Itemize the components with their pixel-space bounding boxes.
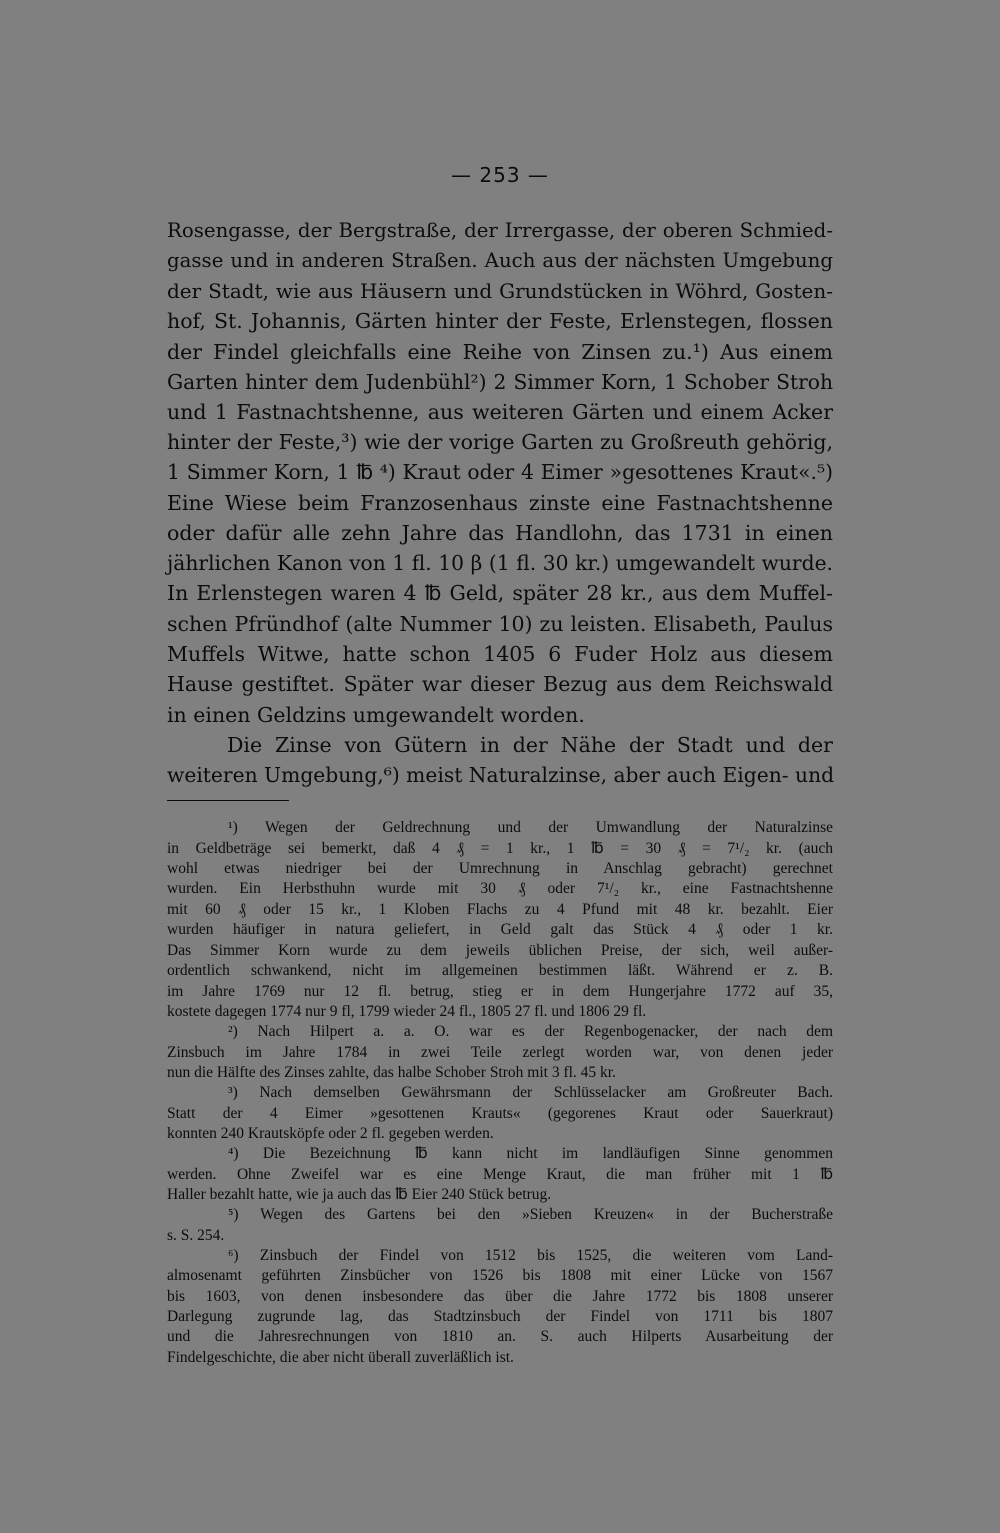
body-line: 1 Simmer Korn, 1 ℔ ⁴) Kraut oder 4 Eimer »gesottenes Kraut«.⁵) bbox=[167, 460, 833, 484]
footnote-line: werden. Ohne Zweifel war es eine Menge Kraut, die man früher mit 1 ℔ bbox=[167, 1166, 833, 1183]
footnote-line: Das Simmer Korn wurde zu dem jeweils üblichen Preise, der sich, weil außer- bbox=[167, 942, 833, 959]
footnote-line: s. S. 254. bbox=[167, 1227, 225, 1244]
footnote-line: und die Jahresrechnungen von 1810 an. S. auch Hilperts Ausarbeitung der bbox=[167, 1328, 833, 1345]
footnote-line: bis 1603, von denen insbesondere das über die Jahre 1772 bis 1808 unserer bbox=[167, 1288, 833, 1305]
body-line: Rosengasse, der Bergstraße, der Irrergasse, der oberen Schmied- bbox=[167, 219, 833, 242]
body-line: der Findel gleichfalls eine Reihe von Zinsen zu.¹) Aus einem bbox=[167, 340, 833, 364]
footnote-line: wohl etwas niedriger bei der Umrechnung in Anschlag gebracht) gerechnet bbox=[167, 860, 833, 877]
body-line: Die Zinse von Gütern in der Nähe der Stadt und der bbox=[227, 733, 833, 757]
footnote-line: Zinsbuch im Jahre 1784 in zwei Teile zerlegt worden war, von denen jeder bbox=[167, 1044, 833, 1061]
body-line: Muffels Witwe, hatte schon 1405 6 Fuder Holz aus diesem bbox=[167, 642, 833, 666]
footnote-line: Darlegung zugrunde lag, das Stadtzinsbuch der Findel von 1711 bis 1807 bbox=[167, 1308, 833, 1325]
footnote-line: mit 60 ₰ oder 15 kr., 1 Kloben Flachs zu 4 Pfund mit 48 kr. bezahlt. Eier bbox=[167, 901, 833, 918]
body-line: hof, St. Johannis, Gärten hinter der Feste, Erlenstegen, flossen bbox=[167, 309, 833, 333]
body-line: der Stadt, wie aus Häusern und Grundstücken in Wöhrd, Gosten- bbox=[167, 279, 833, 303]
body-line: Garten hinter dem Judenbühl²) 2 Simmer Korn, 1 Schober Stroh bbox=[167, 370, 833, 394]
body-line: gasse und in anderen Straßen. Auch aus der nächsten Umgebung bbox=[167, 249, 833, 272]
body-line: hinter der Feste,³) wie der vorige Garten zu Großreuth gehörig, bbox=[167, 430, 833, 454]
footnote-line: Haller bezahlt hatte, wie ja auch das ℔ Eier 240 Stück betrug. bbox=[167, 1186, 552, 1203]
footnote-line: ⁵) Wegen des Gartens bei den »Sieben Kreuzen« in der Bucherstraße bbox=[228, 1206, 833, 1223]
footnote-line: ²) Nach Hilpert a. a. O. war es der Regenbogenacker, der nach dem bbox=[228, 1023, 833, 1040]
footnote-line: Findelgeschichte, die aber nicht überall zuverläßlich ist. bbox=[167, 1349, 514, 1366]
footnote-line: wurden. Ein Herbsthuhn wurde mit 30 ₰ oder 7¹/₂ kr., eine Fastnachtshenne bbox=[167, 880, 833, 897]
page-number: — 253 — bbox=[451, 163, 549, 187]
footnote-line: im Jahre 1769 nur 12 fl. betrug, stieg er in dem Hungerjahre 1772 auf 35, bbox=[167, 983, 833, 1000]
footnote-line: ⁴) Die Bezeichnung ℔ kann nicht im landläufigen Sinne genommen bbox=[228, 1145, 833, 1162]
body-line: In Erlenstegen waren 4 ℔ Geld, später 28 kr., aus dem Muffel- bbox=[167, 581, 833, 605]
footnote-line: ⁶) Zinsbuch der Findel von 1512 bis 1525, die weiteren vom Land- bbox=[228, 1247, 833, 1264]
footnote-line: in Geldbeträge sei bemerkt, daß 4 ₰ = 1 kr., 1 ℔ = 30 ₰ = 7¹/₂ kr. (auch bbox=[167, 840, 833, 857]
footnote-line: nun die Hälfte des Zinses zahlte, das halbe Schober Stroh mit 3 fl. 45 kr. bbox=[167, 1064, 616, 1081]
body-line: weiteren Umgebung,⁶) meist Naturalzinse, aber auch Eigen- und bbox=[167, 763, 835, 787]
body-line: Hause gestiftet. Später war dieser Bezug aus dem Reichswald bbox=[167, 672, 833, 696]
body-line: Eine Wiese beim Franzosenhaus zinste eine Fastnachtshenne bbox=[167, 491, 833, 515]
footnote-line: wurden häufiger in natura geliefert, in Geld galt das Stück 4 ₰ oder 1 kr. bbox=[167, 921, 833, 938]
body-line: in einen Geldzins umgewandelt worden. bbox=[167, 703, 585, 727]
footnote-line: Statt der 4 Eimer »gesottenen Krauts« (gegorenes Kraut oder Sauerkraut) bbox=[167, 1105, 833, 1122]
body-line: oder dafür alle zehn Jahre das Handlohn, das 1731 in einen bbox=[167, 521, 833, 545]
footnote-line: konnten 240 Krautsköpfe oder 2 fl. gegeben werden. bbox=[167, 1125, 494, 1142]
body-line: jährlichen Kanon von 1 fl. 10 β (1 fl. 30 kr.) umgewandelt wurde. bbox=[167, 551, 833, 575]
footnote-line: ordentlich schwankend, nicht im allgemeinen bestimmen läßt. Während er z. B. bbox=[167, 962, 833, 979]
footnote-separator bbox=[167, 800, 289, 801]
footnote-line: almosenamt geführten Zinsbücher von 1526 bis 1808 mit einer Lücke von 1567 bbox=[167, 1267, 833, 1284]
body-line: schen Pfründhof (alte Nummer 10) zu leisten. Elisabeth, Paulus bbox=[167, 612, 833, 636]
body-line: und 1 Fastnachtshenne, aus weiteren Gärten und einem Acker bbox=[167, 400, 833, 424]
footnote-line: kostete dagegen 1774 nur 9 fl, 1799 wieder 24 fl., 1805 27 fl. und 1806 29 fl. bbox=[167, 1003, 647, 1020]
footnote-line: ¹) Wegen der Geldrechnung und der Umwandlung der Naturalzinse bbox=[228, 819, 833, 836]
footnote-line: ³) Nach demselben Gewährsmann der Schlüsselacker am Großreuter Bach. bbox=[228, 1084, 833, 1101]
